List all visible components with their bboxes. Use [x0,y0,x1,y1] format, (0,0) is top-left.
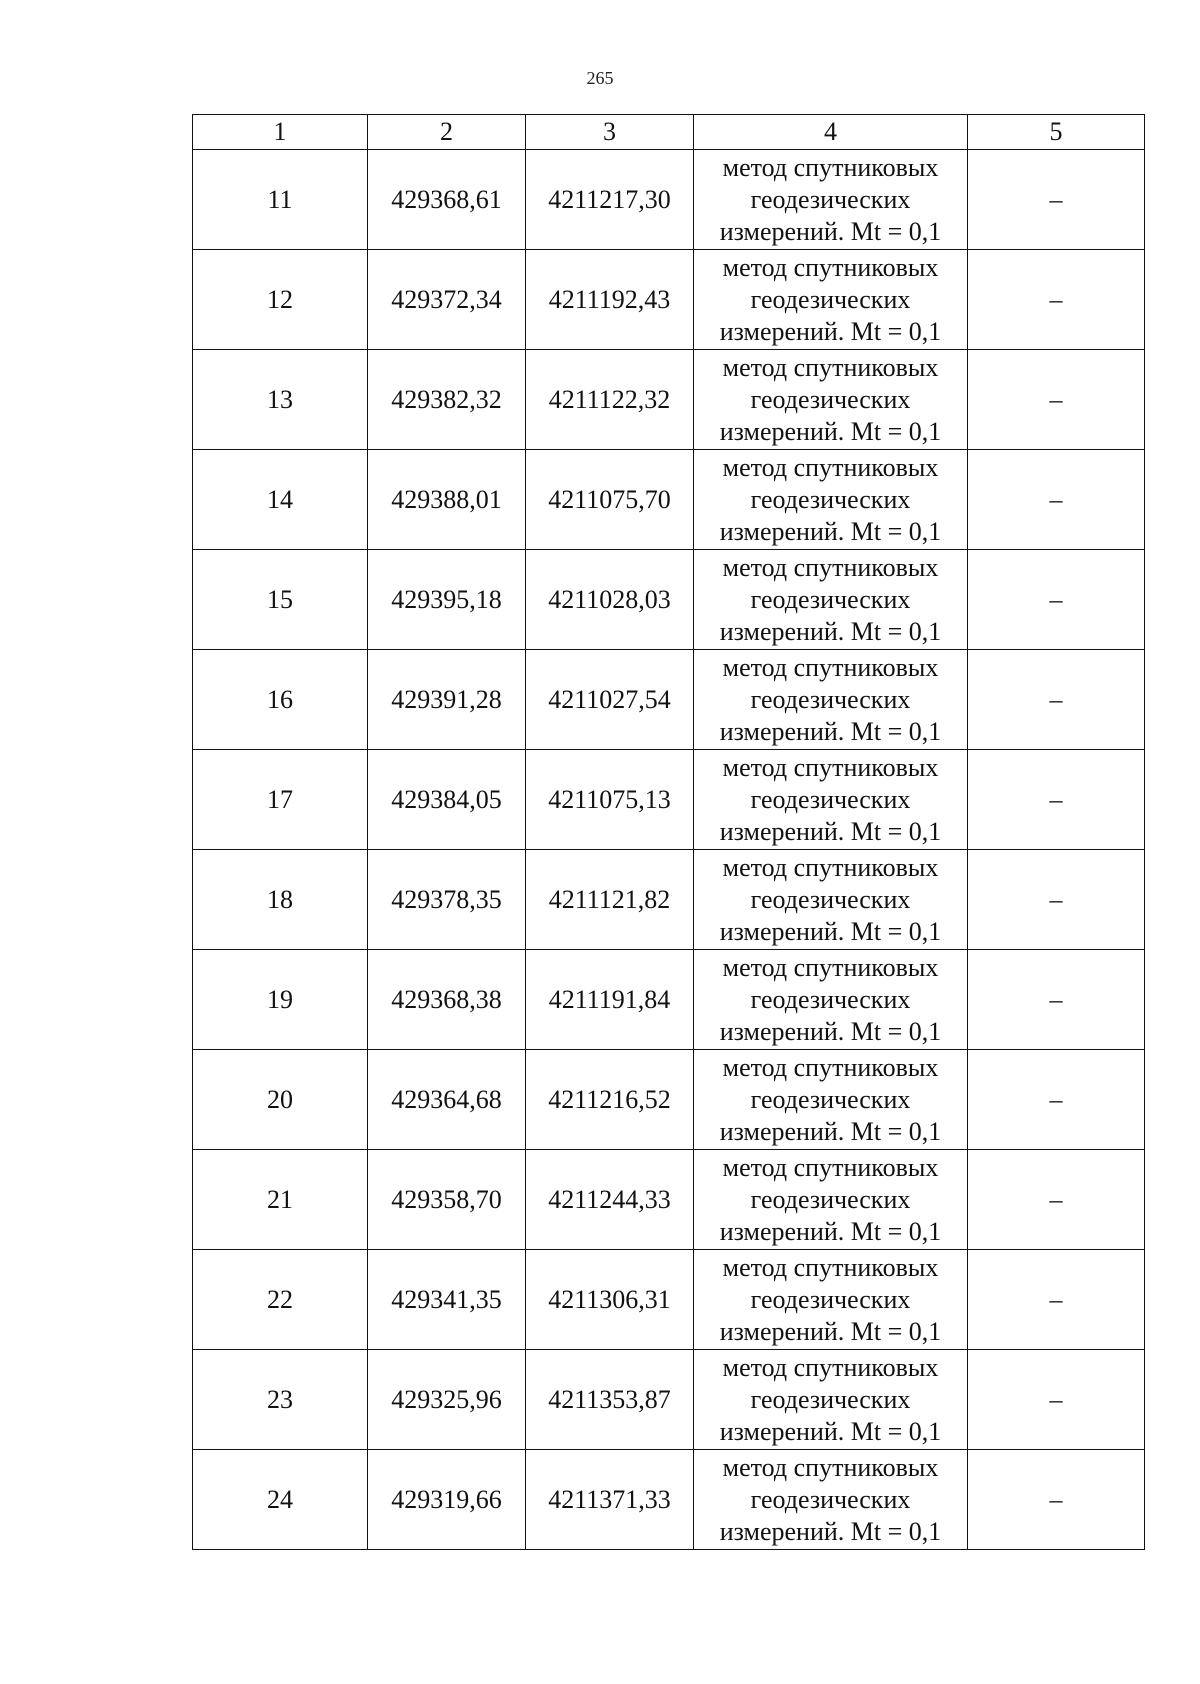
method-line: геодезических [750,984,911,1014]
table-row [193,250,1145,350]
note-cell: – [968,1050,1145,1150]
coordinates-table [192,114,1145,1550]
x-coordinate-cell: 429388,01 [368,450,526,550]
point-number-cell: 20 [193,1050,368,1150]
method-line: измерений. Mt = 0,1 [719,316,942,346]
method-line: метод спутниковых [722,552,939,582]
method-cell [694,250,968,350]
method-cell [694,1050,968,1150]
y-coordinate-cell: 4211192,43 [526,250,694,350]
note-cell: – [968,1350,1145,1450]
point-number-cell: 22 [193,1250,368,1350]
method-line: измерений. Mt = 0,1 [719,916,942,946]
method-line: метод спутниковых [722,452,939,482]
method-line: геодезических [750,484,911,514]
y-coordinate-cell: 4211121,82 [526,850,694,950]
note-cell: – [968,850,1145,950]
y-coordinate-cell: 4211075,70 [526,450,694,550]
note-cell: – [968,650,1145,750]
y-coordinate-cell: 4211353,87 [526,1350,694,1450]
note-cell: – [968,1450,1145,1550]
method-cell [694,1250,968,1350]
y-coordinate-cell: 4211306,31 [526,1250,694,1350]
y-coordinate-cell: 4211028,03 [526,550,694,650]
method-cell [694,550,968,650]
table-row [193,450,1145,550]
method-line: геодезических [750,884,911,914]
page-number: 265 [586,68,614,88]
method-line: геодезических [750,584,911,614]
x-coordinate-cell: 429372,34 [368,250,526,350]
method-line: метод спутниковых [722,852,939,882]
point-number-cell: 23 [193,1350,368,1450]
point-number-cell: 19 [193,950,368,1050]
note-cell: – [968,150,1145,250]
x-coordinate-cell: 429341,35 [368,1250,526,1350]
method-line: измерений. Mt = 0,1 [719,1016,942,1046]
note-cell: – [968,350,1145,450]
method-line: метод спутниковых [722,352,939,382]
table-body [193,150,1145,1550]
note-cell: – [968,750,1145,850]
method-line: метод спутниковых [722,1052,939,1082]
y-coordinate-cell: 4211191,84 [526,950,694,1050]
method-cell [694,1350,968,1450]
point-number-cell: 21 [193,1150,368,1250]
method-cell [694,150,968,250]
method-line: геодезических [750,784,911,814]
y-coordinate-cell: 4211122,32 [526,350,694,450]
method-line: геодезических [750,1284,911,1314]
x-coordinate-cell: 429358,70 [368,1150,526,1250]
table-row [193,1050,1145,1150]
method-cell [694,950,968,1050]
table-row [193,350,1145,450]
table-row [193,550,1145,650]
method-cell [694,850,968,950]
method-line: измерений. Mt = 0,1 [719,1316,942,1346]
note-cell: – [968,450,1145,550]
point-number-cell: 17 [193,750,368,850]
y-coordinate-cell: 4211371,33 [526,1450,694,1550]
method-line: геодезических [750,1184,911,1214]
header-col-2: 2 [368,115,526,150]
method-line: измерений. Mt = 0,1 [719,816,942,846]
x-coordinate-cell: 429384,05 [368,750,526,850]
method-line: метод спутниковых [722,752,939,782]
header-col-5: 5 [968,115,1145,150]
x-coordinate-cell: 429368,38 [368,950,526,1050]
x-coordinate-cell: 429368,61 [368,150,526,250]
method-cell [694,350,968,450]
method-cell [694,650,968,750]
method-line: метод спутниковых [722,1252,939,1282]
note-cell: – [968,550,1145,650]
method-line: геодезических [750,184,911,214]
table-row [193,950,1145,1050]
point-number-cell: 15 [193,550,368,650]
x-coordinate-cell: 429325,96 [368,1350,526,1450]
method-line: метод спутниковых [722,952,939,982]
y-coordinate-cell: 4211027,54 [526,650,694,750]
y-coordinate-cell: 4211216,52 [526,1050,694,1150]
point-number-cell: 11 [193,150,368,250]
note-cell: – [968,1250,1145,1350]
method-line: метод спутниковых [722,252,939,282]
header-col-3: 3 [526,115,694,150]
method-line: измерений. Mt = 0,1 [719,1116,942,1146]
point-number-cell: 18 [193,850,368,950]
table-row [193,1150,1145,1250]
method-line: метод спутниковых [722,1152,939,1182]
table-row [193,1450,1145,1550]
method-line: метод спутниковых [722,152,939,182]
note-cell: – [968,950,1145,1050]
table-row [193,850,1145,950]
header-col-1: 1 [193,115,368,150]
method-line: геодезических [750,384,911,414]
table-row [193,1350,1145,1450]
point-number-cell: 12 [193,250,368,350]
point-number-cell: 16 [193,650,368,750]
method-line: геодезических [750,1384,911,1414]
point-number-cell: 14 [193,450,368,550]
method-cell [694,750,968,850]
table-row [193,750,1145,850]
note-cell: – [968,1150,1145,1250]
method-line: метод спутниковых [722,1452,939,1482]
y-coordinate-cell: 4211217,30 [526,150,694,250]
method-cell [694,1450,968,1550]
note-cell: – [968,250,1145,350]
x-coordinate-cell: 429364,68 [368,1050,526,1150]
method-line: метод спутниковых [722,1352,939,1382]
point-number-cell: 24 [193,1450,368,1550]
method-line: измерений. Mt = 0,1 [719,216,942,246]
method-line: измерений. Mt = 0,1 [719,416,942,446]
method-cell [694,450,968,550]
method-line: измерений. Mt = 0,1 [719,1516,942,1546]
method-line: измерений. Mt = 0,1 [719,516,942,546]
method-line: измерений. Mt = 0,1 [719,716,942,746]
table-header [193,115,1145,150]
y-coordinate-cell: 4211075,13 [526,750,694,850]
table-row [193,150,1145,250]
method-line: метод спутниковых [722,652,939,682]
method-line: геодезических [750,284,911,314]
method-line: геодезических [750,1084,911,1114]
header-col-4: 4 [694,115,968,150]
x-coordinate-cell: 429319,66 [368,1450,526,1550]
x-coordinate-cell: 429391,28 [368,650,526,750]
method-line: геодезических [750,1484,911,1514]
method-line: измерений. Mt = 0,1 [719,1416,942,1446]
point-number-cell: 13 [193,350,368,450]
x-coordinate-cell: 429378,35 [368,850,526,950]
header-row [193,115,1145,150]
method-cell [694,1150,968,1250]
table-row [193,650,1145,750]
method-line: измерений. Mt = 0,1 [719,616,942,646]
table-row [193,1250,1145,1350]
method-line: измерений. Mt = 0,1 [719,1216,942,1246]
x-coordinate-cell: 429382,32 [368,350,526,450]
x-coordinate-cell: 429395,18 [368,550,526,650]
method-line: геодезических [750,684,911,714]
y-coordinate-cell: 4211244,33 [526,1150,694,1250]
